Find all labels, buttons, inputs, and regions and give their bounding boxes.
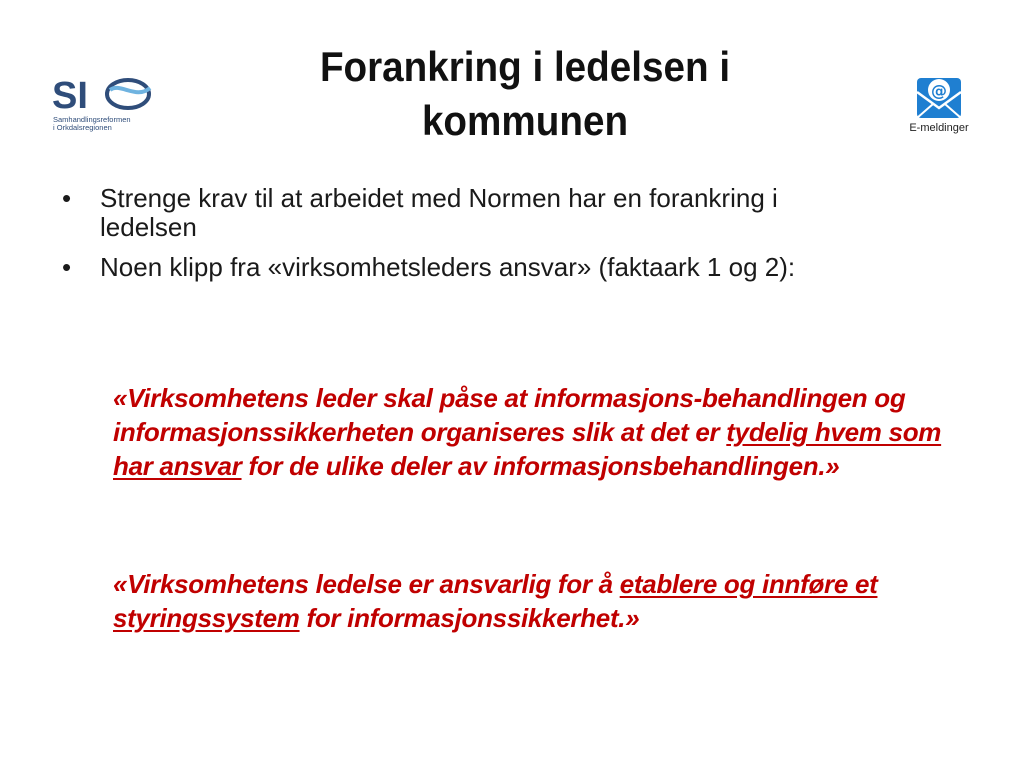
quote-underlined-text: tydelig hvem som har ansvar [113,417,942,481]
bullet-list [60,184,860,293]
quote-underlined-text: etablere og innføre et styringssystem [113,569,878,633]
sio-logo-subtitle [53,116,131,132]
quote-management-system [113,567,963,635]
quote-text: for de ulike deler av informasjonsbehandlingen.» [241,451,840,481]
sio-logo-subtitle-line1: Samhandlingsreformen [53,115,131,124]
sio-logo-subtitle-line2: i Orkdalsregionen [53,123,112,132]
sio-logo-mark-icon [50,70,155,116]
sio-logo [50,70,155,136]
e-meldinger-label: E-meldinger [909,122,969,134]
e-meldinger-logo [903,74,975,138]
bullet-text: Noen klipp fra «virksomhetsleders ansvar» (faktaark 1 og 2): [100,252,796,282]
quote-text: «Virksomhetens ledelse er ansvarlig for å [113,569,620,599]
quote-text: for informasjonssikkerhet.» [299,603,640,633]
bullet-text: Strenge krav til at arbeidet med Normen har en forankring i ledelsen [100,183,778,242]
email-envelope-icon [903,74,975,120]
bullet-item [60,184,860,242]
svg-text:@: @ [931,81,947,100]
slide-title: Forankring i ledelsen i kommunen [319,43,731,144]
bullet-item [60,253,860,282]
bullet-dot-icon: • [62,183,72,213]
sio-logo-letters: SI [52,75,88,116]
quote-text: «Virksomhetens leder skal påse at informasjons-behandlingen og informasjonssikkerheten organiseres slik at det er [113,383,906,447]
quote-leader-responsibility [113,381,963,483]
bullet-dot-icon: • [62,252,72,282]
